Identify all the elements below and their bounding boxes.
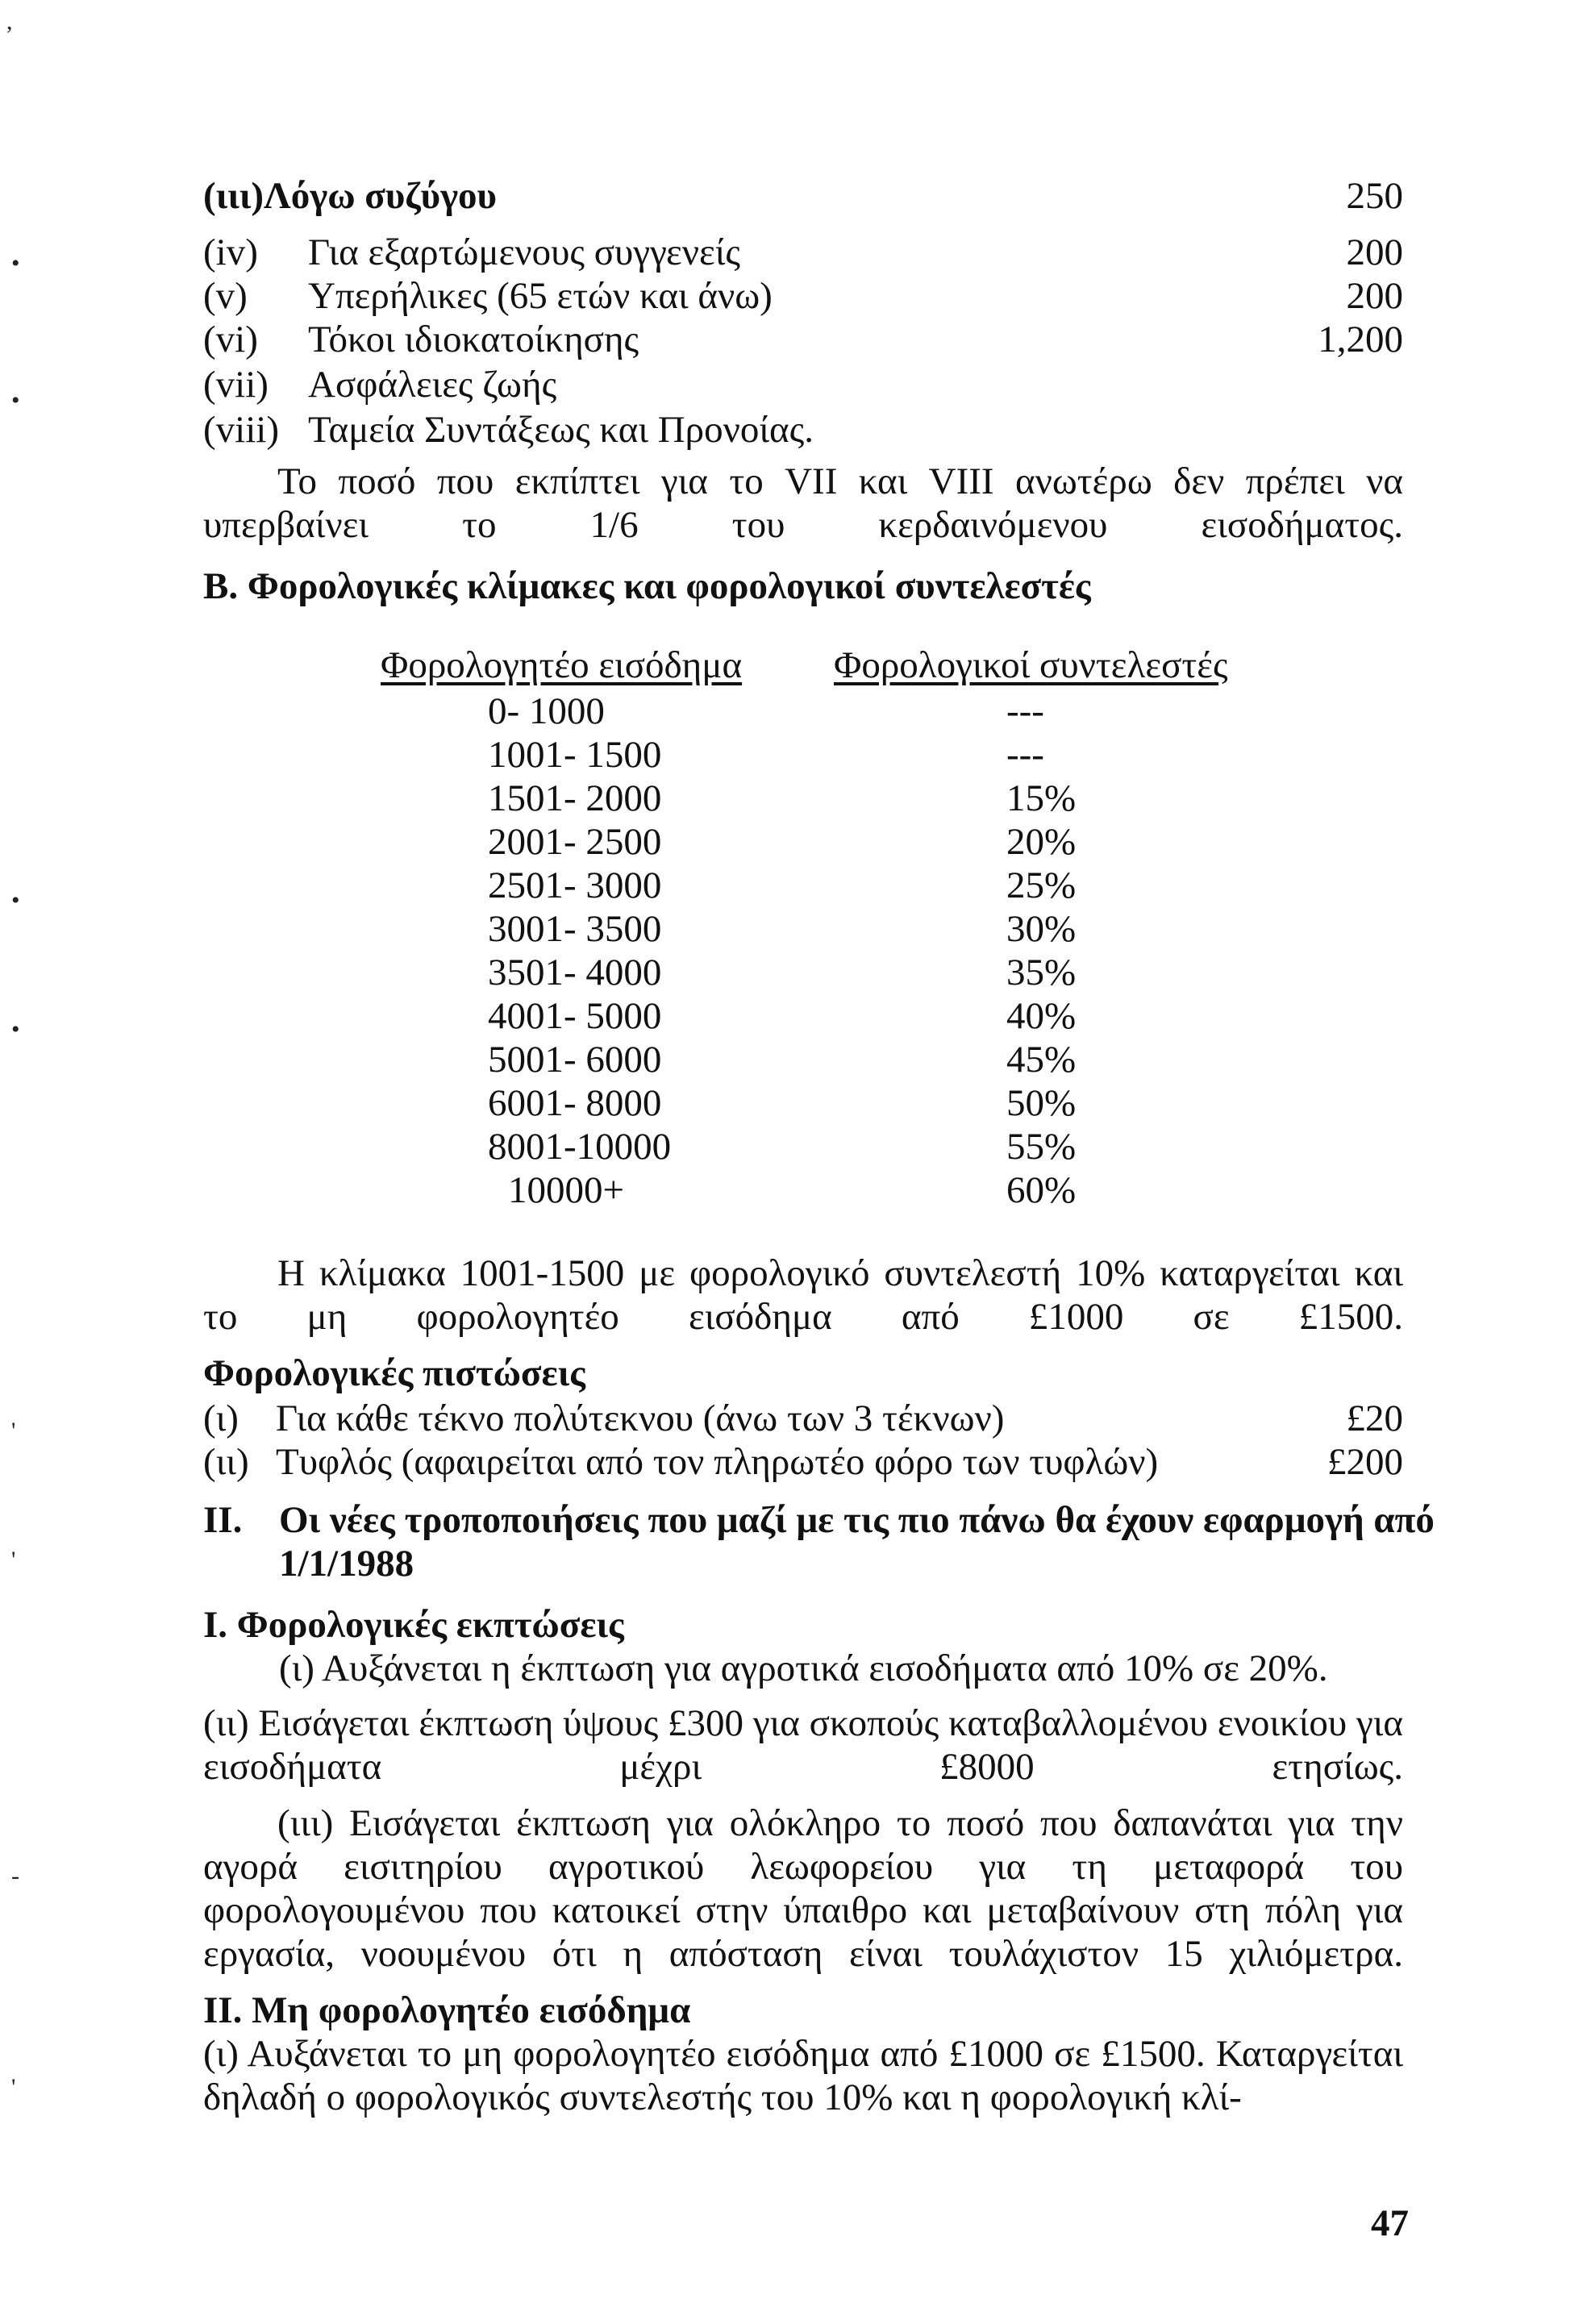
credit-number: (ι) [203, 1397, 239, 1439]
tax-rate: 15% [1006, 777, 1077, 819]
section-ii-line: Οι νέες τροποποιήσεις που μαζί με τις πιο πάνω θα έχουν εφαρμογή από [279, 1499, 1435, 1541]
tax-rate: 50% [1006, 1082, 1077, 1124]
margin-mark: ' [11, 1418, 16, 1444]
income-bracket: 6001- 8000 [488, 1082, 662, 1124]
section-i-item: (ι) Αυξάνεται η έκπτωση για αγροτικά εισοδήματα από 10% σε 20%. [279, 1647, 1328, 1689]
income-bracket: 3501- 4000 [488, 952, 662, 993]
deduction-text: Ταμεία Συντάξεως και Προνοίας. [308, 409, 814, 451]
income-bracket: 2001- 2500 [488, 821, 662, 863]
margin-mark: ' [11, 1547, 16, 1573]
tax-rate: 20% [1006, 821, 1077, 863]
margin-mark: , [6, 8, 13, 35]
section-ii-item: (ι) Αυξάνεται το μη φορολογητέο εισόδημα από £1000 σε £1500. Καταργείται δηλαδή ο φορολογικός συντελεστής του 10% και η φορολογική κλί- [203, 2033, 1403, 2118]
income-bracket: 5001- 6000 [488, 1039, 662, 1081]
tax-rate: 45% [1006, 1039, 1077, 1081]
deduction-amount: 200 [1346, 231, 1403, 273]
section-i-item: (ιιι) Εισάγεται έκπτωση για ολόκληρο το ποσό που δαπανάται για την αγορά εισιτηρίου αγροτικού λεωφορείου για τη μεταφορά του φορολογουμένου που κατοικεί στην ύπαιθρο και μεταβαίνουν στη πόλη για εργασία, νοουμένου ότι η απόσταση είναι τουλάχιστον 15 χιλιόμετρα. [203, 1802, 1403, 1975]
tax-rate: --- [1006, 690, 1044, 732]
income-bracket: 1501- 2000 [488, 777, 662, 819]
income-column-header: Φορολογητέο εισόδημα [381, 644, 743, 686]
margin-mark: • [11, 887, 20, 914]
margin-mark: • [11, 250, 20, 277]
deduction-amount: 1,200 [1318, 319, 1403, 360]
deduction-number: (vi) [203, 319, 258, 360]
income-bracket: 1001- 1500 [488, 734, 662, 776]
credit-text: Τυφλός (αφαιρείται από τον πληρωτέο φόρο των τυφλών) [276, 1441, 1159, 1483]
margin-mark: • [11, 1016, 20, 1043]
page-number: 47 [1371, 2202, 1409, 2244]
credit-number: (ιι) [203, 1441, 249, 1483]
deduction-label: (ιιι)Λόγω συζύγου [203, 175, 497, 217]
income-bracket: 8001-10000 [488, 1126, 672, 1168]
income-bracket: 0- 1000 [488, 690, 605, 732]
tax-rate: 60% [1006, 1169, 1077, 1211]
limit-note: Το ποσό που εκπίπτει για το VII και VIII ανωτέρω δεν πρέπει να υπερβαίνει το 1/6 του κερδαινόμενου εισοδήματος. [203, 460, 1403, 546]
income-bracket: 2501- 3000 [488, 864, 662, 906]
deduction-text: Ασφάλειες ζωής [308, 364, 557, 406]
tax-rate: 35% [1006, 952, 1077, 993]
deduction-amount: 250 [1346, 175, 1403, 217]
section-ii-heading: ΙΙ. Μη φορολογητέο εισόδημα [203, 1989, 691, 2031]
credit-amount: £20 [1346, 1397, 1403, 1439]
income-bracket: 4001- 5000 [488, 995, 662, 1037]
section-ii-date: 1/1/1988 [279, 1543, 414, 1585]
section-ii-number: ΙΙ. [203, 1499, 243, 1541]
deduction-text: Για εξαρτώμενους συγγενείς [308, 231, 741, 273]
credit-text: Για κάθε τέκνο πολύτεκνου (άνω των 3 τέκνων) [276, 1397, 1005, 1439]
margin-mark: • [11, 387, 20, 414]
income-bracket: 10000+ [508, 1169, 625, 1211]
margin-mark: - [11, 1863, 19, 1889]
rate-column-header: Φορολογικοί συντελεστές [834, 644, 1228, 686]
section-i-heading: Ι. Φορολογικές εκπτώσεις [203, 1604, 624, 1646]
abolish-note: Η κλίμακα 1001-1500 με φορολογικό συντελεστή 10% καταργείται και το μη φορολογητέο εισόδημα από £1000 σε £1500. [203, 1252, 1403, 1338]
income-bracket: 3001- 3500 [488, 908, 662, 950]
deduction-number: (v) [203, 275, 248, 317]
tax-rate: 25% [1006, 864, 1077, 906]
deduction-number: (vii) [203, 364, 269, 406]
section-i-item: (ιι) Εισάγεται έκπτωση ύψους £300 για σκοπούς καταβαλλομένου ενοικίου για εισοδήματα μέχρι £8000 ετησίως. [203, 1702, 1403, 1788]
section-b-heading: Β. Φορολογικές κλίμακες και φορολογικοί συντελεστές [203, 565, 1091, 607]
deduction-number: (iv) [203, 231, 258, 273]
deduction-text: Υπερήλικες (65 ετών και άνω) [308, 275, 773, 317]
tax-rate: 30% [1006, 908, 1077, 950]
margin-mark: ' [11, 2074, 16, 2101]
deduction-number: (viii) [203, 409, 279, 451]
credits-heading: Φορολογικές πιστώσεις [203, 1352, 585, 1394]
credit-amount: £200 [1327, 1441, 1403, 1483]
tax-rate: 55% [1006, 1126, 1077, 1168]
tax-rate: 40% [1006, 995, 1077, 1037]
deduction-amount: 200 [1346, 275, 1403, 317]
deduction-text: Τόκοι ιδιοκατοίκησης [308, 319, 639, 360]
tax-rate: --- [1006, 734, 1044, 776]
